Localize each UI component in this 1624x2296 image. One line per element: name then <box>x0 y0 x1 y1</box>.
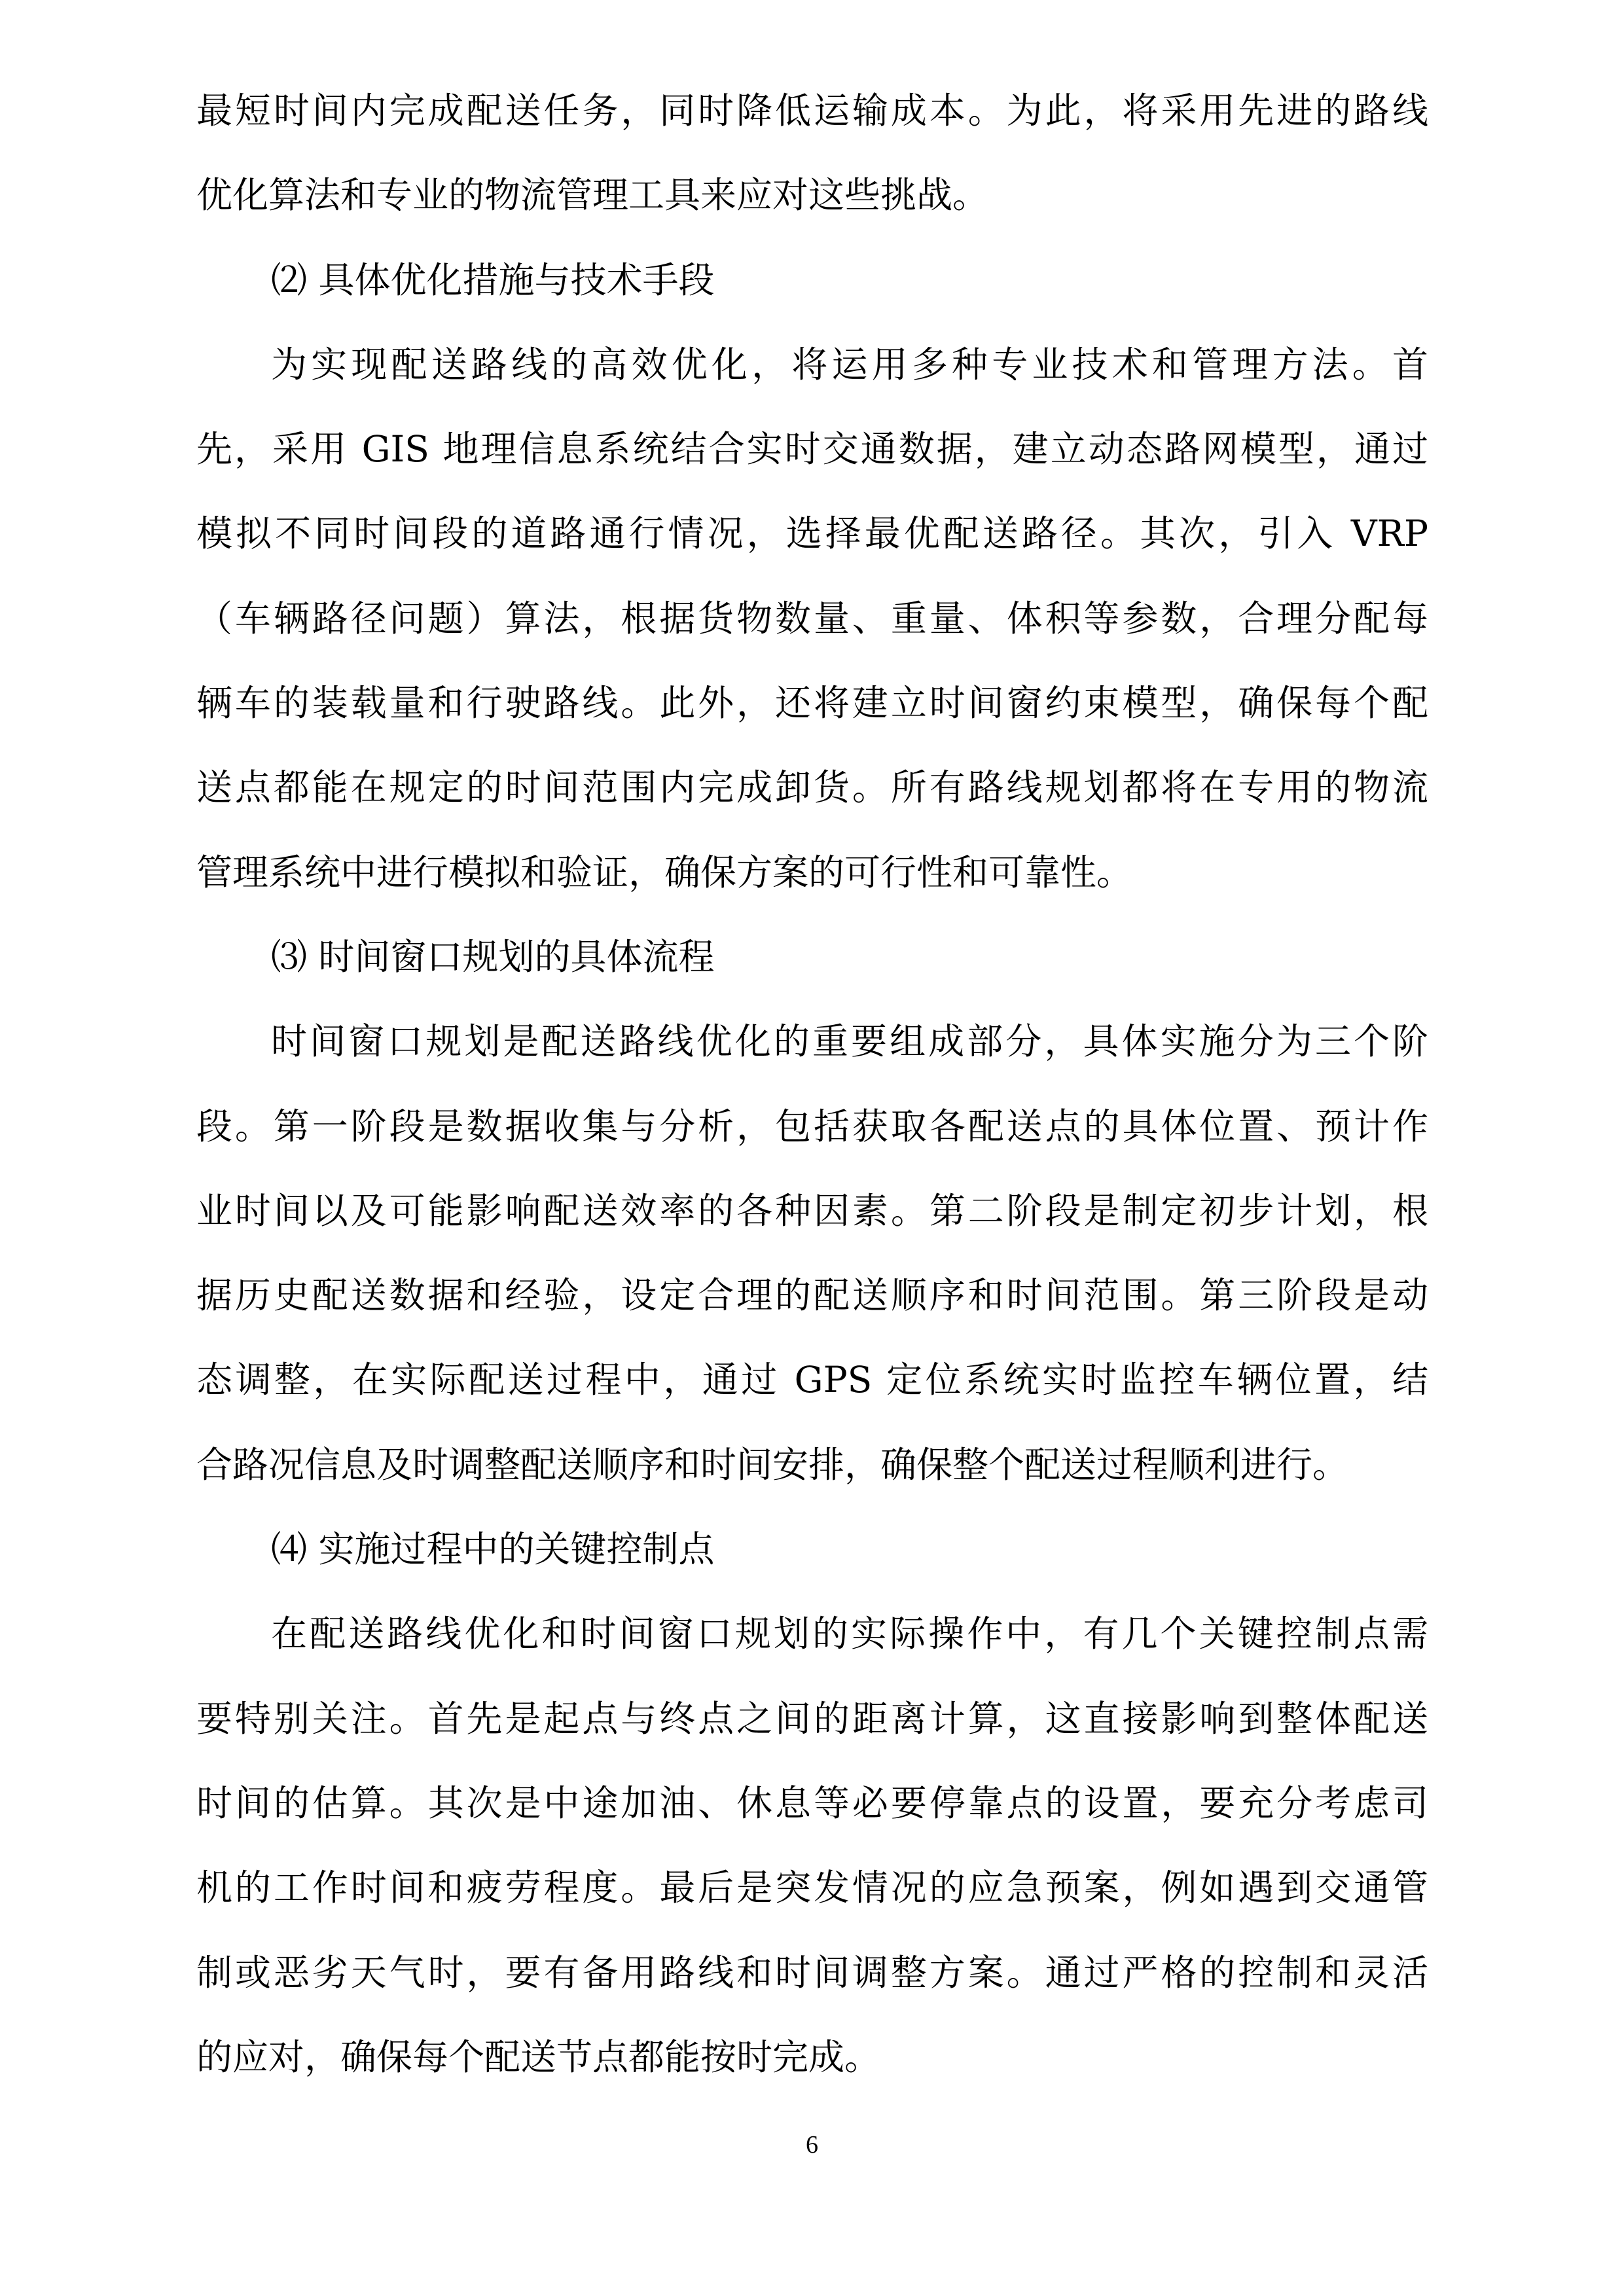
document-body <box>196 69 1428 2100</box>
text-line: 的应对，确保每个配送节点都能按时完成。 <box>196 2036 881 2078</box>
paragraph <box>196 1592 1428 2100</box>
text-line: 为实现配送路线的高效优化，将运用多种专业技术和管理方法。首 <box>271 343 1428 386</box>
text-line: 时间窗口规划是配送路线优化的重要组成部分，具体实施分为三个阶 <box>271 1020 1428 1063</box>
text-line: 业时间以及可能影响配送效率的各种因素。第二阶段是制定初步计划，根 <box>196 1189 1428 1232</box>
page-number: 6 <box>806 2131 818 2159</box>
text-line: 在配送路线优化和时间窗口规划的实际操作中，有几个关键控制点需 <box>271 1613 1428 1655</box>
heading-text: ⑷ 实施过程中的关键控制点 <box>271 1528 715 1571</box>
paragraph <box>196 999 1428 1507</box>
section-heading <box>196 1507 1428 1592</box>
text-line: 模拟不同时间段的道路通行情况，选择最优配送路径。其次，引入 VRP <box>196 512 1428 555</box>
text-line: 优化算法和专业的物流管理工具来应对这些挑战。 <box>196 174 989 217</box>
text-line: 最短时间内完成配送任务，同时降低运输成本。为此，将采用先进的路线 <box>196 90 1428 132</box>
paragraph <box>196 69 1428 238</box>
text-line: 合路况信息及时调整配送顺序和时间安排，确保整个配送过程顺利进行。 <box>196 1443 1349 1486</box>
text-line: 送点都能在规定的时间范围内完成卸货。所有路线规划都将在专用的物流 <box>196 766 1428 809</box>
text-line: 辆车的装载量和行驶路线。此外，还将建立时间窗约束模型，确保每个配 <box>196 682 1428 725</box>
text-line: 据历史配送数据和经验，设定合理的配送顺序和时间范围。第三阶段是动 <box>196 1274 1428 1317</box>
text-line: 先，采用 GIS 地理信息系统结合实时交通数据，建立动态路网模型，通过 <box>196 428 1428 471</box>
text-line: 段。第一阶段是数据收集与分析，包括获取各配送点的具体位置、预计作 <box>196 1105 1428 1147</box>
heading-text: ⑶ 时间窗口规划的具体流程 <box>271 935 715 978</box>
section-heading <box>196 238 1428 323</box>
text-line: （车辆路径问题）算法，根据货物数量、重量、体积等参数，合理分配每 <box>196 597 1428 639</box>
text-line: 管理系统中进行模拟和验证，确保方案的可行性和可靠性。 <box>196 851 1133 893</box>
heading-text: ⑵ 具体优化措施与技术手段 <box>271 259 715 301</box>
section-heading <box>196 915 1428 999</box>
text-line: 要特别关注。首先是起点与终点之间的距离计算，这直接影响到整体配送 <box>196 1697 1428 1740</box>
text-line: 时间的估算。其次是中途加油、休息等必要停靠点的设置，要充分考虑司 <box>196 1782 1428 1824</box>
paragraph <box>196 323 1428 915</box>
text-line: 机的工作时间和疲劳程度。最后是突发情况的应急预案，例如遇到交通管 <box>196 1867 1428 1909</box>
text-line: 制或恶劣天气时，要有备用路线和时间调整方案。通过严格的控制和灵活 <box>196 1951 1428 1994</box>
text-line: 态调整，在实际配送过程中，通过 GPS 定位系统实时监控车辆位置，结 <box>196 1359 1428 1401</box>
